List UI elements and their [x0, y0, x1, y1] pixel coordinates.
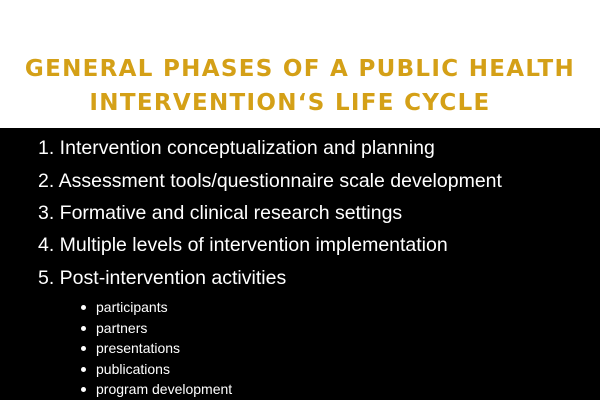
list-item-label: presentations [96, 340, 181, 356]
post-intervention-list [78, 297, 232, 400]
list-item-label: participants [96, 299, 168, 315]
phase-item-3: 3. Formative and clinical research settings [38, 202, 403, 224]
phase-item-5: 5. Post-intervention activities [38, 267, 287, 289]
phase-item-1: 1. Intervention conceptualization and planning [38, 137, 435, 159]
bullet-icon [81, 305, 86, 310]
title-line-1: GENERAL PHASES OF A PUBLIC HEALTH [24, 56, 576, 82]
list-item [78, 338, 232, 359]
bullet-icon [81, 346, 86, 351]
list-item [78, 359, 232, 380]
phase-item-4: 4. Multiple levels of intervention implementation [38, 234, 448, 256]
title-section [0, 0, 600, 128]
title-line-2: INTERVENTION‘S LIFE CYCLE [89, 90, 491, 116]
bullet-icon [81, 326, 86, 331]
bullet-icon [81, 367, 86, 372]
phases-section [0, 128, 600, 400]
phase-item-2: 2. Assessment tools/questionnaire scale development [38, 170, 502, 192]
list-item-label: publications [96, 360, 170, 377]
list-item-label: program development [96, 381, 233, 397]
list-item [78, 297, 232, 318]
list-item [78, 379, 232, 400]
list-item [78, 318, 232, 339]
bullet-icon [81, 387, 86, 392]
list-item-label: partners [96, 319, 148, 336]
